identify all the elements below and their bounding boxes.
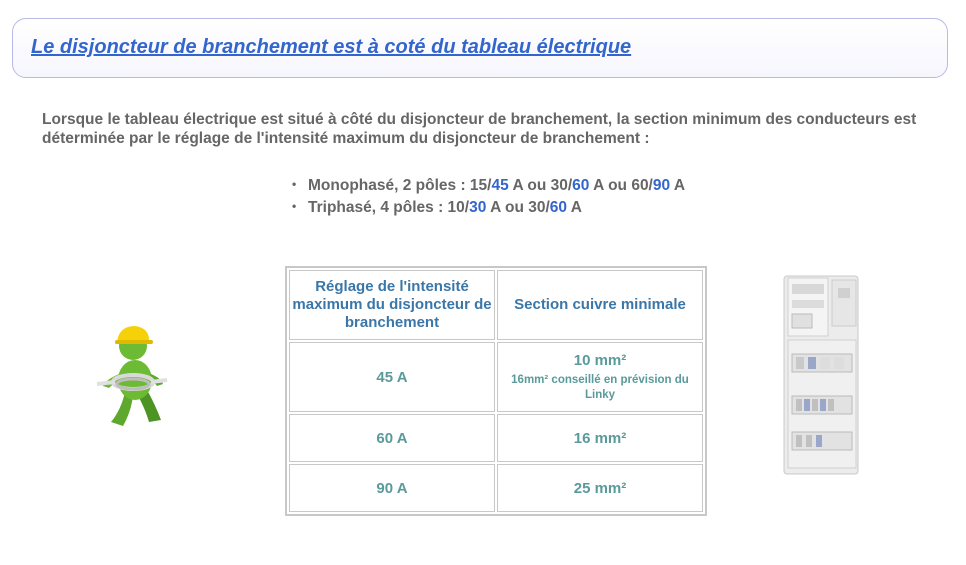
breaker-list <box>292 175 685 219</box>
text-part: A ou 60/ <box>589 177 653 194</box>
table-row <box>289 414 703 462</box>
bullet-icon: • <box>292 199 297 213</box>
text-part: A ou 30/ <box>486 199 550 216</box>
section-cell: 16 mm² <box>497 414 703 462</box>
table-row <box>289 342 703 412</box>
section-cell: 25 mm² <box>497 464 703 512</box>
section-table <box>285 266 707 516</box>
table-header-row <box>289 270 703 340</box>
section-value: 10 mm² <box>573 351 627 369</box>
amp-value: 60 <box>572 177 590 194</box>
amp-cell: 60 A <box>289 414 495 462</box>
amp-value: 60 <box>549 199 568 216</box>
amp-cell: 45 A <box>289 342 495 412</box>
bullet-icon: • <box>292 177 297 191</box>
amp-value: 90 <box>652 177 671 194</box>
text-part: A ou 30/ <box>508 177 573 194</box>
header-amperage: Réglage de l'intensité maximum du disjoncteur de branchement <box>289 270 495 340</box>
header-section: Section cuivre minimale <box>497 270 703 340</box>
amp-cell: 90 A <box>289 464 495 512</box>
section-note: 16mm² conseillé en prévision du Linky <box>511 373 689 401</box>
title-link[interactable]: Le disjoncteur de branchement est à coté du tableau électrique <box>31 36 632 58</box>
text-part: A <box>567 199 582 216</box>
section-cell <box>497 342 703 412</box>
amp-value: 45 <box>491 177 509 194</box>
list-item-triphase <box>292 197 685 219</box>
title-box <box>12 18 948 78</box>
list-item-monophase <box>292 175 685 197</box>
text-part: Triphasé, 4 pôles : 10/ <box>308 199 470 216</box>
electrician-mascot-icon <box>95 322 175 430</box>
amp-value: 30 <box>469 199 487 216</box>
text-part: A <box>670 177 686 194</box>
table-row <box>289 464 703 512</box>
text-part: Monophasé, 2 pôles : 15/ <box>308 177 492 194</box>
intro-text: Lorsque le tableau électrique est situé à côté du disjoncteur de branchement, la section minimum des conducteurs est déterminée par le réglage de l'intensité maximum du disjoncteur de branchement : <box>42 111 917 147</box>
electrical-panel-icon <box>782 274 860 476</box>
